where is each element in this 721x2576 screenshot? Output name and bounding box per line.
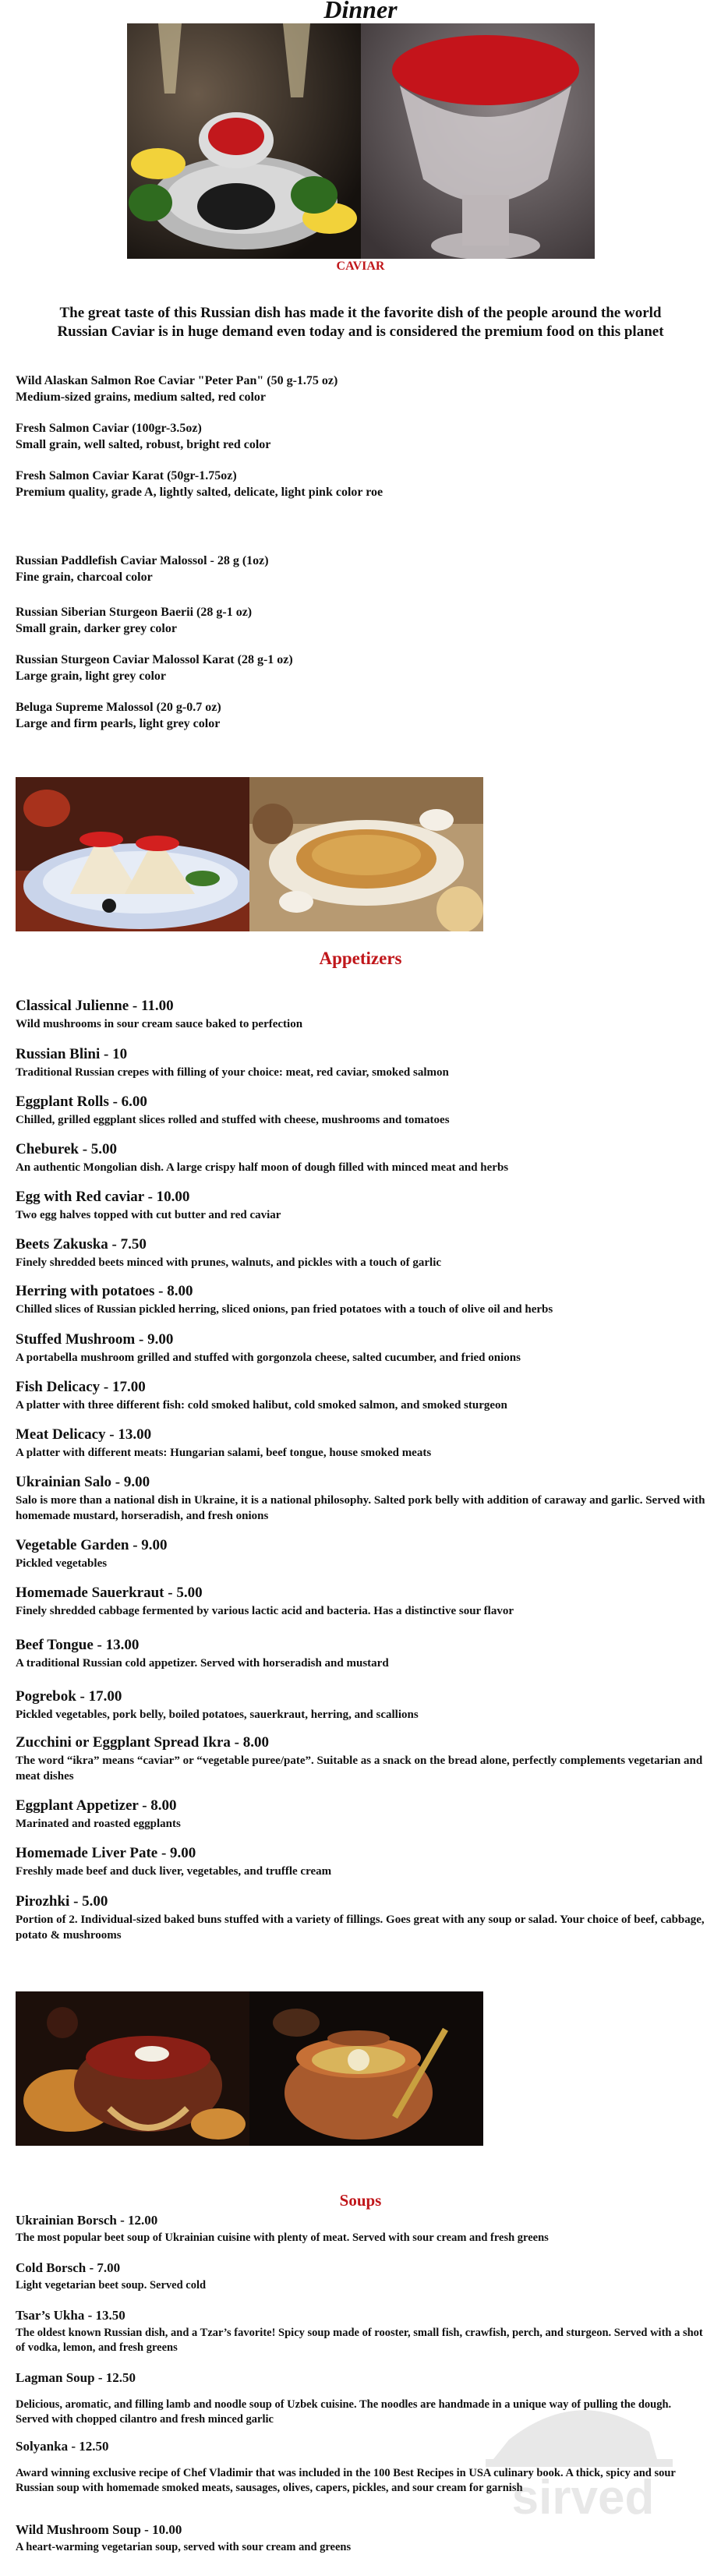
item-description: Chilled, grilled eggplant slices rolled and stuffed with cheese, mushrooms and tomatoes [16,1114,450,1126]
soup-photo-borsch [16,1991,249,2146]
appetizers-heading: Appetizers [319,949,402,968]
menu-item [16,1584,705,1619]
item-name: Vegetable Garden - 9.00 [16,1537,168,1553]
item-name: Zucchini or Eggplant Spread Ikra - 8.00 [16,1734,269,1751]
item-name: Ukrainian Salo - 9.00 [16,1474,150,1490]
item-description: Premium quality, grade A, lightly salted, delicate, light pink color roe [16,486,383,499]
item-description: Light vegetarian beet soup. Served cold [16,2279,207,2292]
menu-item [16,2307,705,2355]
item-description: Small grain, darker grey color [16,622,177,635]
item-description: Finely shredded cabbage fermented by various lactic acid and bacteria. Has a distinctive sour flavor [16,1605,514,1617]
menu-item [16,1235,705,1270]
item-name: Wild Mushroom Soup - 10.00 [16,2522,182,2537]
menu-item [16,1378,705,1413]
hero-caption: CAVIAR [336,260,385,273]
item-name: Fresh Salmon Caviar (100gr-3.5oz) [16,422,202,435]
caviar-tagline [0,304,721,341]
menu-item [16,1093,705,1128]
item-description: Pickled vegetables, pork belly, boiled potatoes, sauerkraut, herring, and scallions [16,1708,419,1721]
menu-item [16,1426,705,1461]
item-description: An authentic Mongolian dish. A large crispy half moon of dough filled with minced meat and herbs [16,1161,509,1174]
soup-photo-pot [249,1991,483,2146]
item-description: Pickled vegetables [16,1557,108,1570]
item-name: Solyanka - 12.50 [16,2439,109,2454]
menu-item [16,2369,705,2427]
menu-item [16,373,705,405]
item-name: Classical Julienne - 11.00 [16,998,174,1014]
item-name: Pirozhki - 5.00 [16,1893,108,1910]
caviar-hero-photo [127,23,595,259]
item-name: Homemade Liver Pate - 9.00 [16,1845,196,1861]
item-name: Lagman Soup - 12.50 [16,2370,136,2385]
item-description: Marinated and roasted eggplants [16,1818,181,1830]
item-name: Russian Paddlefish Caviar Malossol - 28 g (1oz) [16,554,269,567]
menu-item [16,2212,705,2246]
item-name: Cheburek - 5.00 [16,1141,118,1157]
item-description: Large and firm pearls, light grey color [16,717,221,730]
item-description: Two egg halves topped with cut butter and red caviar [16,1209,281,1221]
menu-item [16,1797,705,1832]
item-description: Traditional Russian crepes with filling of your choice: meat, red caviar, smoked salmon [16,1066,449,1079]
item-description: Wild mushrooms in sour cream sauce baked to perfection [16,1018,303,1030]
item-name: Pogrebok - 17.00 [16,1688,122,1705]
soups-heading: Soups [339,2191,382,2210]
item-description: Finely shredded beets minced with prunes, walnuts, and pickles with a touch of garlic [16,1256,442,1269]
item-description: A portabella mushroom grilled and stuffed with gorgonzola cheese, salted cucumber, and fried onions [16,1352,521,1364]
appetizer-photo-blini [16,777,249,931]
item-description: Fine grain, charcoal color [16,571,153,584]
item-description: The oldest known Russian dish, and a Tzar’s favorite! Spicy soup made of rooster, small fish, crawfish, perch, and sturgeon. Served with a shot of vodka, lemon, and fresh greens [16,2327,703,2354]
menu-item [16,2260,705,2293]
menu-item [16,1892,705,1943]
tagline-line: Russian Caviar is in huge demand even today and is considered the premium food on this planet [57,323,664,340]
item-name: Stuffed Mushroom - 9.00 [16,1331,174,1348]
item-name: Egg with Red caviar - 10.00 [16,1189,190,1205]
item-description: The most popular beet soup of Ukrainian cuisine with plenty of meat. Served with sour cream and fresh greens [16,2231,549,2244]
item-description: Salo is more than a national dish in Ukraine, it is a national philosophy. Salted pork belly with addition of caraway and garlic. Served with homemade mustard, horseradish, and fresh onions [16,1494,705,1522]
item-name: Fresh Salmon Caviar Karat (50gr-1.75oz) [16,469,237,482]
menu-item [16,1536,705,1571]
menu-item [16,553,705,585]
menu-item [16,1188,705,1223]
menu-item [16,1636,705,1671]
item-name: Russian Siberian Sturgeon Baerii (28 g-1 oz) [16,606,253,619]
menu-item [16,1282,705,1317]
item-name: Russian Sturgeon Caviar Malossol Karat (28 g-1 oz) [16,653,293,666]
menu-item [16,1045,705,1080]
menu-item [16,652,705,684]
item-name: Herring with potatoes - 8.00 [16,1283,193,1299]
menu-item [16,420,705,453]
item-description: The word “ikra” means “caviar” or “vegetable puree/pate”. Suitable as a snack on the bread alone, perfectly complements vegetarian and meat dishes [16,1754,703,1783]
item-description: Delicious, aromatic, and filling lamb and noodle soup of Uzbek cuisine. The noodles are handmade in a unique way of pulling the dough. Served with chopped cilantro and fresh minced garlic [16,2398,672,2426]
item-name: Meat Delicacy - 13.00 [16,1426,152,1443]
item-name: Fish Delicacy - 17.00 [16,1379,146,1395]
item-description: A platter with three different fish: cold smoked halibut, cold smoked salmon, and smoked sturgeon [16,1399,507,1412]
watermark-text: sirved [511,2471,655,2525]
item-name: Tsar’s Ukha - 13.50 [16,2308,125,2323]
menu-item [16,2438,705,2496]
item-name: Wild Alaskan Salmon Roe Caviar "Peter Pan" (50 g-1.75 oz) [16,374,338,387]
item-name: Eggplant Appetizer - 8.00 [16,1797,177,1814]
menu-item [16,997,705,1032]
item-description: Large grain, light grey color [16,670,166,683]
item-name: Beluga Supreme Malossol (20 g-0.7 oz) [16,701,221,714]
menu-item [16,1733,705,1784]
page-title: Dinner [323,0,398,23]
item-description: Freshly made beef and duck liver, vegetables, and truffle cream [16,1865,332,1878]
menu-item [16,1140,705,1175]
menu-item [16,1844,705,1879]
menu-item [16,699,705,732]
item-description: A traditional Russian cold appetizer. Served with horseradish and mustard [16,1657,389,1670]
menu-item [16,468,705,500]
item-name: Homemade Sauerkraut - 5.00 [16,1585,203,1601]
item-description: Medium-sized grains, medium salted, red color [16,390,267,404]
item-description: Small grain, well salted, robust, bright red color [16,438,271,451]
item-description: Portion of 2. Individual-sized baked buns stuffed with a variety of fillings. Goes great with any soup or salad. Your choice of beef, cabbage, potato & mushrooms [16,1913,705,1942]
tagline-line: The great taste of this Russian dish has made it the favorite dish of the people around the world [59,305,662,321]
appetizer-photo-julienne [249,777,483,931]
menu-item [16,2521,705,2555]
item-description: A heart-warming vegetarian soup, served with sour cream and greens [16,2541,352,2553]
item-description: A platter with different meats: Hungarian salami, beef tongue, house smoked meats [16,1447,432,1459]
menu-item [16,1330,705,1366]
item-name: Eggplant Rolls - 6.00 [16,1094,147,1110]
menu-item [16,1473,705,1524]
item-description: Award winning exclusive recipe of Chef Vladimir that was included in the 100 Best Recipes in USA culinary book. A thick, spicy and sour Russian soup with homemade smoked meats, sausages, olives, capers, pickles, and sour cream for garnish [16,2467,676,2494]
item-name: Ukrainian Borsch - 12.00 [16,2213,158,2228]
item-name: Beets Zakuska - 7.50 [16,1236,147,1253]
item-name: Beef Tongue - 13.00 [16,1637,140,1653]
item-description: Chilled slices of Russian pickled herring, sliced onions, pan fried potatoes with a touch of olive oil and herbs [16,1303,553,1316]
menu-item [16,1687,705,1723]
menu-item [16,604,705,637]
item-name: Russian Blini - 10 [16,1046,128,1062]
item-name: Cold Borsch - 7.00 [16,2260,121,2275]
